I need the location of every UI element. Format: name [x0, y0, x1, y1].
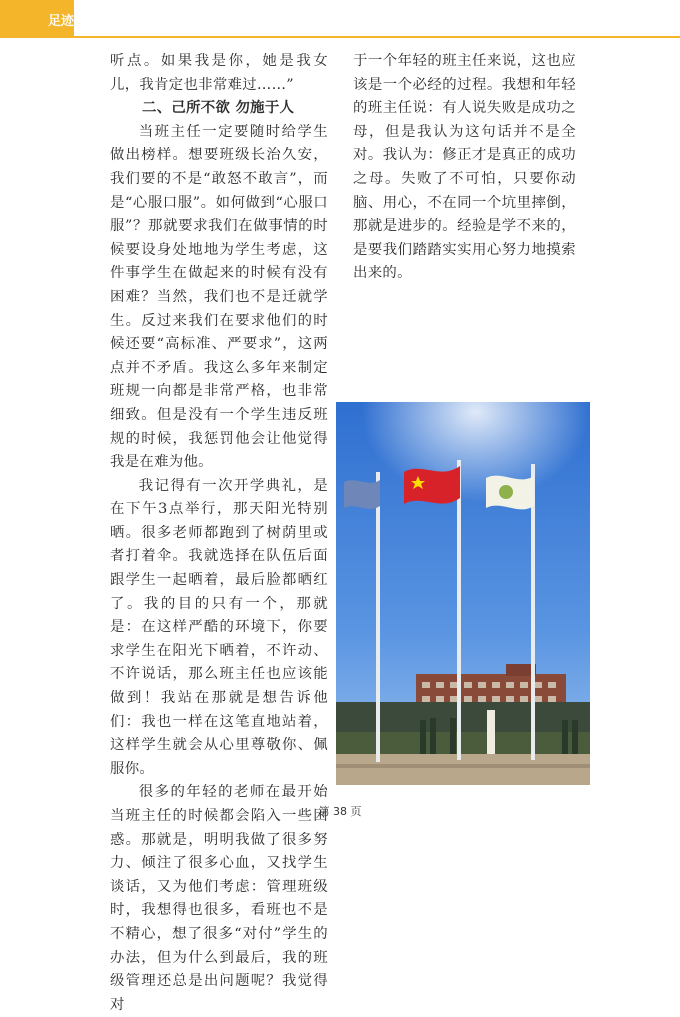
flag-pole [531, 464, 535, 760]
paragraph: 听点。如果我是你，她是我女儿，我肯定也非常难过……” [110, 53, 328, 93]
header-title: 足迹 ZUJI [48, 13, 109, 29]
page-number: 第 38 页 [318, 805, 362, 818]
photo-illustration [336, 402, 590, 785]
flag-pole [457, 460, 461, 760]
flag-raising-photo [336, 402, 590, 785]
red-flag [404, 466, 460, 504]
left-column [110, 50, 328, 1017]
flag-guard [487, 710, 495, 754]
paragraph: 我记得有一次开学典礼，是在下午3点举行，那天阳光特别晒。很多老师都跑到了树荫里或者打着伞。我就选择在队伍后面跟学生一起晒着，最后脸都晒红了。我的目的只有一个，那就是：在这样严酷的环境下，你要求学生在阳光下晒着，不许动、不许说话，那么班主任也应该能做到！我站在那就是想告诉他们：我也一样在这笔直地站着，这样学生就会从心里尊敬你、佩服你。 [110, 477, 328, 777]
section-heading: 二、己所不欲 勿施于人 [142, 100, 295, 117]
paragraph: 当班主任一定要随时给学生做出榜样。想要班级长治久安，我们要的不是“敢怒不敢言”，而是“心服口服”。如何做到“心服口服”？那就要求我们在做事情的时候要设身处地地为学生考虑，这件事学生在做起来的时候有没有困难？当然，我们也不是迁就学生。反过来我们在要求他们的时候还要“高标准、严要求”，这两点并不矛盾。我这么多年来制定班规一向都是非常严格，也非常细致。但是没有一个学生违反班规的时候，我惩罚他会让他觉得我是在难为他。 [110, 123, 328, 471]
flag-pole [376, 472, 380, 762]
header-divider [74, 36, 680, 38]
ground [336, 754, 590, 785]
right-column [353, 50, 576, 286]
header-bar [0, 0, 109, 38]
paragraph: 于一个年轻的班主任来说，这也应该是一个必经的过程。我想和年轻的班主任说：有人说失败是成功之母，但是我认为这句话并不是全对。我认为：修正才是真正的成功之母。失败了不可怕，只要你动脑、用心，不在同一个坑里摔倒，那就是进步的。经验是学不来的，是要我们踏踏实实用心努力地摸索出来的。 [353, 53, 576, 282]
blue-flag [344, 480, 380, 509]
paragraph: 很多的年轻的老师在最开始当班主任的时候都会陷入一些困惑。那就是，明明我做了很多努力、倾注了很多心血，又找学生谈话，又为他们考虑：管理班级时，我想得也很多，看班也不是不精心，想了很多“对付”学生的办法，但为什么到最后，我的班级管理还总是出问题呢？我觉得对 [110, 784, 328, 1013]
